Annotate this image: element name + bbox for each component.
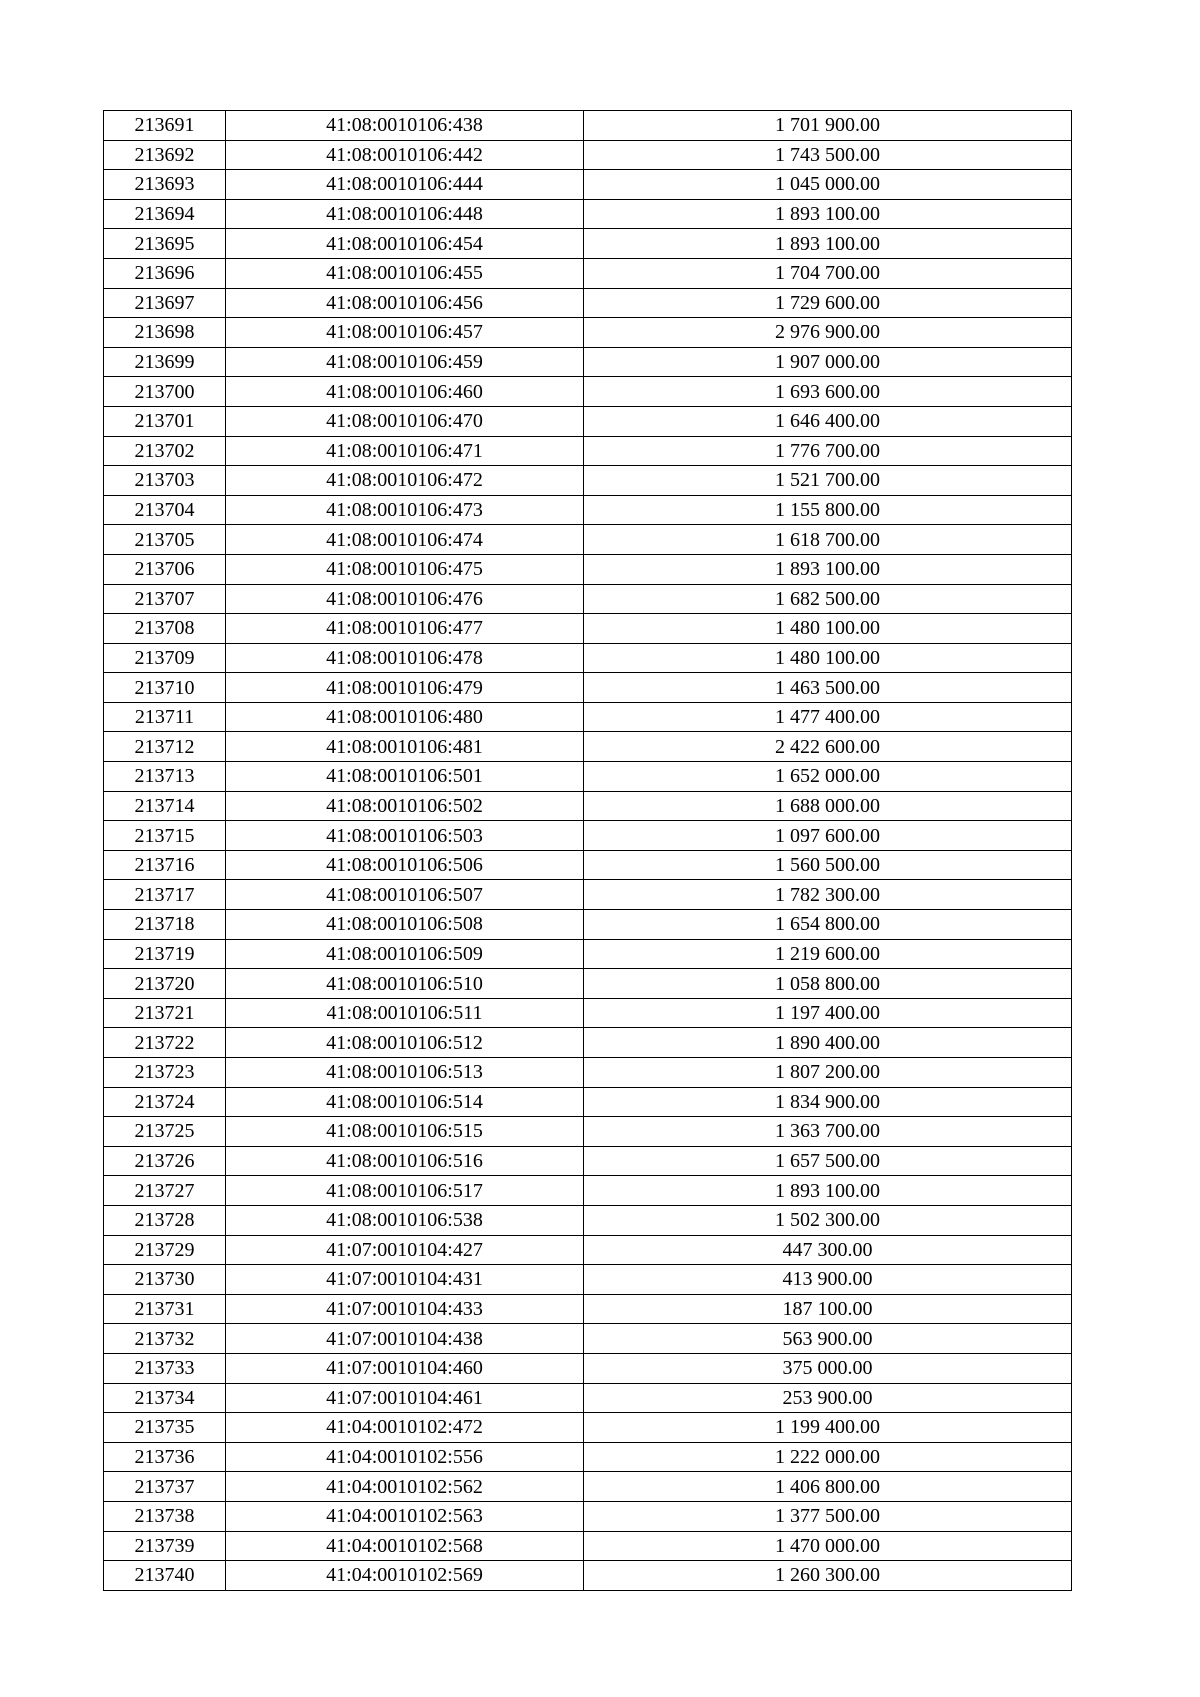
cadastral-number-cell: 41:08:0010106:457 — [226, 318, 584, 348]
row-number-cell: 213708 — [104, 614, 226, 644]
table-row — [104, 1383, 1072, 1413]
cadastral-value-cell: 1 260 300.00 — [584, 1561, 1072, 1591]
row-number-cell: 213735 — [104, 1413, 226, 1443]
table-row — [104, 1294, 1072, 1324]
cadastral-number-cell: 41:07:0010104:433 — [226, 1294, 584, 1324]
row-number-cell: 213691 — [104, 111, 226, 141]
table-row — [104, 466, 1072, 496]
cadastral-value-cell: 1 363 700.00 — [584, 1117, 1072, 1147]
table-row — [104, 643, 1072, 673]
cadastral-value-cell: 1 782 300.00 — [584, 880, 1072, 910]
cadastral-number-cell: 41:04:0010102:472 — [226, 1413, 584, 1443]
cadastral-number-cell: 41:04:0010102:563 — [226, 1501, 584, 1531]
row-number-cell: 213736 — [104, 1442, 226, 1472]
table-row — [104, 406, 1072, 436]
cadastral-number-cell: 41:08:0010106:475 — [226, 554, 584, 584]
row-number-cell: 213715 — [104, 821, 226, 851]
cadastral-number-cell: 41:08:0010106:517 — [226, 1176, 584, 1206]
row-number-cell: 213711 — [104, 702, 226, 732]
cadastral-value-cell: 2 976 900.00 — [584, 318, 1072, 348]
cadastral-value-cell: 1 058 800.00 — [584, 969, 1072, 999]
cadastral-value-cell: 1 893 100.00 — [584, 1176, 1072, 1206]
row-number-cell: 213714 — [104, 791, 226, 821]
table-row — [104, 791, 1072, 821]
table-row — [104, 554, 1072, 584]
cadastral-value-cell: 1 045 000.00 — [584, 170, 1072, 200]
row-number-cell: 213718 — [104, 910, 226, 940]
row-number-cell: 213733 — [104, 1353, 226, 1383]
table-row — [104, 1205, 1072, 1235]
cadastral-value-cell: 1 704 700.00 — [584, 258, 1072, 288]
cadastral-value-cell: 413 900.00 — [584, 1265, 1072, 1295]
row-number-cell: 213707 — [104, 584, 226, 614]
cadastral-number-cell: 41:08:0010106:442 — [226, 140, 584, 170]
table-row — [104, 1353, 1072, 1383]
cadastral-number-cell: 41:07:0010104:460 — [226, 1353, 584, 1383]
table-row — [104, 673, 1072, 703]
table-row — [104, 436, 1072, 466]
cadastral-number-cell: 41:08:0010106:459 — [226, 347, 584, 377]
cadastral-number-cell: 41:08:0010106:481 — [226, 732, 584, 762]
table-row — [104, 1531, 1072, 1561]
row-number-cell: 213695 — [104, 229, 226, 259]
table-row — [104, 347, 1072, 377]
table-row — [104, 1561, 1072, 1591]
cadastral-number-cell: 41:08:0010106:503 — [226, 821, 584, 851]
row-number-cell: 213729 — [104, 1235, 226, 1265]
row-number-cell: 213712 — [104, 732, 226, 762]
cadastral-value-cell: 1 729 600.00 — [584, 288, 1072, 318]
row-number-cell: 213726 — [104, 1146, 226, 1176]
cadastral-value-cell: 1 646 400.00 — [584, 406, 1072, 436]
row-number-cell: 213719 — [104, 939, 226, 969]
cadastral-number-cell: 41:08:0010106:438 — [226, 111, 584, 141]
row-number-cell: 213724 — [104, 1087, 226, 1117]
row-number-cell: 213709 — [104, 643, 226, 673]
cadastral-value-cell: 375 000.00 — [584, 1353, 1072, 1383]
cadastral-value-table — [103, 110, 1072, 1591]
row-number-cell: 213721 — [104, 998, 226, 1028]
table-row — [104, 288, 1072, 318]
table-row — [104, 1265, 1072, 1295]
row-number-cell: 213738 — [104, 1501, 226, 1531]
table-row — [104, 170, 1072, 200]
cadastral-value-cell: 1 377 500.00 — [584, 1501, 1072, 1531]
row-number-cell: 213697 — [104, 288, 226, 318]
cadastral-number-cell: 41:08:0010106:513 — [226, 1058, 584, 1088]
table-row — [104, 1117, 1072, 1147]
row-number-cell: 213732 — [104, 1324, 226, 1354]
table-row — [104, 850, 1072, 880]
cadastral-number-cell: 41:04:0010102:568 — [226, 1531, 584, 1561]
table-row — [104, 140, 1072, 170]
cadastral-value-cell: 1 893 100.00 — [584, 554, 1072, 584]
table-row — [104, 1235, 1072, 1265]
cadastral-number-cell: 41:08:0010106:448 — [226, 199, 584, 229]
cadastral-value-cell: 1 502 300.00 — [584, 1205, 1072, 1235]
table-row — [104, 1472, 1072, 1502]
cadastral-number-cell: 41:04:0010102:556 — [226, 1442, 584, 1472]
table-row — [104, 111, 1072, 141]
table-row — [104, 199, 1072, 229]
row-number-cell: 213716 — [104, 850, 226, 880]
cadastral-value-cell: 1 480 100.00 — [584, 614, 1072, 644]
cadastral-value-cell: 253 900.00 — [584, 1383, 1072, 1413]
cadastral-value-cell: 1 776 700.00 — [584, 436, 1072, 466]
cadastral-value-cell: 1 560 500.00 — [584, 850, 1072, 880]
cadastral-value-cell: 1 222 000.00 — [584, 1442, 1072, 1472]
table-row — [104, 495, 1072, 525]
table-row — [104, 762, 1072, 792]
cadastral-value-cell: 447 300.00 — [584, 1235, 1072, 1265]
cadastral-value-cell: 1 834 900.00 — [584, 1087, 1072, 1117]
cadastral-number-cell: 41:04:0010102:569 — [226, 1561, 584, 1591]
table-row — [104, 732, 1072, 762]
row-number-cell: 213702 — [104, 436, 226, 466]
cadastral-number-cell: 41:04:0010102:562 — [226, 1472, 584, 1502]
cadastral-number-cell: 41:08:0010106:479 — [226, 673, 584, 703]
cadastral-value-cell: 1 480 100.00 — [584, 643, 1072, 673]
cadastral-value-cell: 1 521 700.00 — [584, 466, 1072, 496]
cadastral-number-cell: 41:08:0010106:511 — [226, 998, 584, 1028]
cadastral-value-cell: 2 422 600.00 — [584, 732, 1072, 762]
cadastral-value-cell: 1 682 500.00 — [584, 584, 1072, 614]
row-number-cell: 213722 — [104, 1028, 226, 1058]
cadastral-value-cell: 187 100.00 — [584, 1294, 1072, 1324]
cadastral-value-cell: 1 618 700.00 — [584, 525, 1072, 555]
cadastral-number-cell: 41:08:0010106:506 — [226, 850, 584, 880]
row-number-cell: 213723 — [104, 1058, 226, 1088]
cadastral-number-cell: 41:08:0010106:501 — [226, 762, 584, 792]
cadastral-number-cell: 41:07:0010104:461 — [226, 1383, 584, 1413]
cadastral-number-cell: 41:08:0010106:454 — [226, 229, 584, 259]
table-row — [104, 1146, 1072, 1176]
table-row — [104, 525, 1072, 555]
table-row — [104, 1028, 1072, 1058]
row-number-cell: 213693 — [104, 170, 226, 200]
cadastral-number-cell: 41:07:0010104:431 — [226, 1265, 584, 1295]
cadastral-number-cell: 41:08:0010106:470 — [226, 406, 584, 436]
table-row — [104, 1442, 1072, 1472]
row-number-cell: 213740 — [104, 1561, 226, 1591]
table-row — [104, 1413, 1072, 1443]
table-row — [104, 1176, 1072, 1206]
cadastral-number-cell: 41:08:0010106:515 — [226, 1117, 584, 1147]
cadastral-value-cell: 1 693 600.00 — [584, 377, 1072, 407]
table-row — [104, 258, 1072, 288]
cadastral-number-cell: 41:08:0010106:507 — [226, 880, 584, 910]
cadastral-number-cell: 41:08:0010106:480 — [226, 702, 584, 732]
cadastral-number-cell: 41:08:0010106:538 — [226, 1205, 584, 1235]
row-number-cell: 213703 — [104, 466, 226, 496]
cadastral-number-cell: 41:08:0010106:516 — [226, 1146, 584, 1176]
cadastral-value-cell: 1 701 900.00 — [584, 111, 1072, 141]
table-row — [104, 584, 1072, 614]
row-number-cell: 213731 — [104, 1294, 226, 1324]
row-number-cell: 213713 — [104, 762, 226, 792]
cadastral-number-cell: 41:08:0010106:508 — [226, 910, 584, 940]
table-row — [104, 702, 1072, 732]
cadastral-value-cell: 1 807 200.00 — [584, 1058, 1072, 1088]
table-row — [104, 377, 1072, 407]
cadastral-number-cell: 41:08:0010106:471 — [226, 436, 584, 466]
cadastral-number-cell: 41:08:0010106:472 — [226, 466, 584, 496]
table-body — [104, 111, 1072, 1591]
cadastral-value-cell: 1 219 600.00 — [584, 939, 1072, 969]
cadastral-value-cell: 1 907 000.00 — [584, 347, 1072, 377]
cadastral-value-cell: 1 199 400.00 — [584, 1413, 1072, 1443]
row-number-cell: 213717 — [104, 880, 226, 910]
cadastral-value-cell: 563 900.00 — [584, 1324, 1072, 1354]
row-number-cell: 213698 — [104, 318, 226, 348]
cadastral-value-cell: 1 463 500.00 — [584, 673, 1072, 703]
table-row — [104, 998, 1072, 1028]
cadastral-value-cell: 1 155 800.00 — [584, 495, 1072, 525]
cadastral-number-cell: 41:08:0010106:510 — [226, 969, 584, 999]
cadastral-value-cell: 1 477 400.00 — [584, 702, 1072, 732]
cadastral-number-cell: 41:08:0010106:477 — [226, 614, 584, 644]
row-number-cell: 213706 — [104, 554, 226, 584]
cadastral-number-cell: 41:08:0010106:444 — [226, 170, 584, 200]
cadastral-number-cell: 41:08:0010106:478 — [226, 643, 584, 673]
row-number-cell: 213730 — [104, 1265, 226, 1295]
row-number-cell: 213705 — [104, 525, 226, 555]
cadastral-value-cell: 1 197 400.00 — [584, 998, 1072, 1028]
cadastral-number-cell: 41:07:0010104:438 — [226, 1324, 584, 1354]
row-number-cell: 213696 — [104, 258, 226, 288]
cadastral-value-cell: 1 893 100.00 — [584, 229, 1072, 259]
row-number-cell: 213725 — [104, 1117, 226, 1147]
row-number-cell: 213737 — [104, 1472, 226, 1502]
row-number-cell: 213701 — [104, 406, 226, 436]
table-row — [104, 821, 1072, 851]
row-number-cell: 213704 — [104, 495, 226, 525]
table-row — [104, 229, 1072, 259]
table-row — [104, 910, 1072, 940]
cadastral-value-cell: 1 406 800.00 — [584, 1472, 1072, 1502]
cadastral-value-cell: 1 893 100.00 — [584, 199, 1072, 229]
cadastral-number-cell: 41:08:0010106:474 — [226, 525, 584, 555]
table-row — [104, 1324, 1072, 1354]
table-row — [104, 939, 1072, 969]
row-number-cell: 213700 — [104, 377, 226, 407]
cadastral-value-cell: 1 652 000.00 — [584, 762, 1072, 792]
cadastral-number-cell: 41:08:0010106:502 — [226, 791, 584, 821]
table-row — [104, 318, 1072, 348]
table-row — [104, 1087, 1072, 1117]
cadastral-value-cell: 1 743 500.00 — [584, 140, 1072, 170]
table-row — [104, 1501, 1072, 1531]
cadastral-number-cell: 41:08:0010106:512 — [226, 1028, 584, 1058]
cadastral-value-cell: 1 657 500.00 — [584, 1146, 1072, 1176]
cadastral-number-cell: 41:07:0010104:427 — [226, 1235, 584, 1265]
table-row — [104, 1058, 1072, 1088]
cadastral-value-cell: 1 654 800.00 — [584, 910, 1072, 940]
cadastral-number-cell: 41:08:0010106:509 — [226, 939, 584, 969]
row-number-cell: 213710 — [104, 673, 226, 703]
row-number-cell: 213694 — [104, 199, 226, 229]
row-number-cell: 213739 — [104, 1531, 226, 1561]
cadastral-value-cell: 1 470 000.00 — [584, 1531, 1072, 1561]
table-row — [104, 969, 1072, 999]
cadastral-value-cell: 1 688 000.00 — [584, 791, 1072, 821]
row-number-cell: 213727 — [104, 1176, 226, 1206]
row-number-cell: 213699 — [104, 347, 226, 377]
row-number-cell: 213734 — [104, 1383, 226, 1413]
table-row — [104, 880, 1072, 910]
cadastral-number-cell: 41:08:0010106:514 — [226, 1087, 584, 1117]
cadastral-number-cell: 41:08:0010106:456 — [226, 288, 584, 318]
cadastral-value-cell: 1 097 600.00 — [584, 821, 1072, 851]
cadastral-number-cell: 41:08:0010106:455 — [226, 258, 584, 288]
cadastral-value-cell: 1 890 400.00 — [584, 1028, 1072, 1058]
table-row — [104, 614, 1072, 644]
cadastral-number-cell: 41:08:0010106:460 — [226, 377, 584, 407]
row-number-cell: 213720 — [104, 969, 226, 999]
cadastral-number-cell: 41:08:0010106:476 — [226, 584, 584, 614]
cadastral-number-cell: 41:08:0010106:473 — [226, 495, 584, 525]
row-number-cell: 213692 — [104, 140, 226, 170]
row-number-cell: 213728 — [104, 1205, 226, 1235]
